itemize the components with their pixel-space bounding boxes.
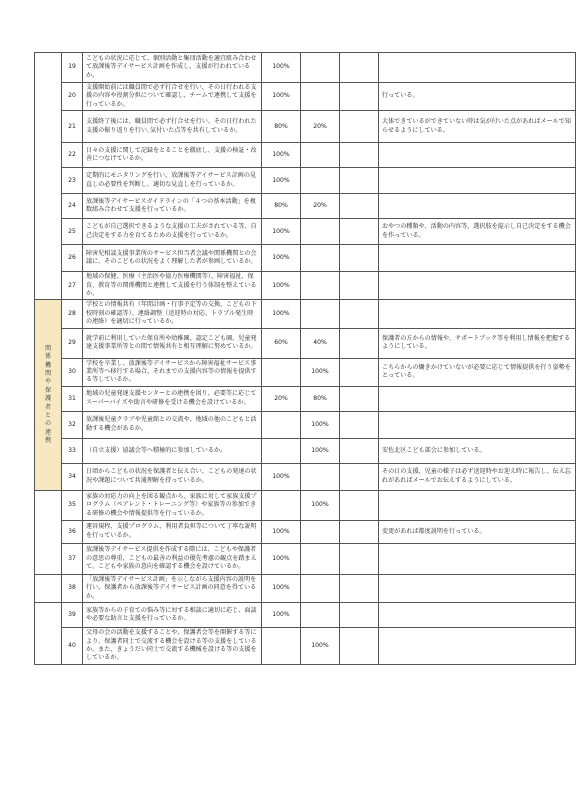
item-description: 学校を卒業し、放課後等デイサービスから障害福祉サービス事業所等へ移行する場合、それまでの支援内容等の情報を提供する等しているか。: [83, 358, 262, 386]
improvement-note: [379, 245, 576, 272]
rating-somewhat: [301, 603, 340, 628]
rating-yes: 100%: [262, 520, 301, 543]
rating-somewhat: [301, 463, 340, 490]
table-row: [35, 300, 576, 328]
improvement-note: [379, 574, 576, 602]
rating-no: [340, 194, 379, 219]
rating-somewhat: [301, 245, 340, 272]
item-description: 地域の保健、医療（主治医や協力医療機関等）、障害福祉、保育、教育等の関係機関と連携して支援を行う体制を整えているか。: [83, 272, 262, 300]
rating-no: [340, 300, 379, 328]
item-description: 支援終了後には、職員間で必ず打合せを行い、その日行われた支援の振り返りを行い､気付いた点等を共有しているか。: [83, 111, 262, 143]
improvement-note: 保護者の方からの情報や、サポートブック等を利用し情報を把握するようにしている。: [379, 328, 576, 358]
rating-yes: [262, 628, 301, 665]
item-description: こどもが自己選択できるような支援の工夫がされている等、自己決定をする力を育てるための支援を行っているか。: [83, 219, 262, 245]
item-number: 37: [62, 543, 83, 574]
rating-yes: [262, 438, 301, 463]
rating-yes: [262, 358, 301, 386]
rating-somewhat: 100%: [301, 628, 340, 665]
section-label: [35, 574, 62, 602]
rating-no: [340, 111, 379, 143]
item-description: 家族等からの子育ての悩み等に対する相談に適切に応じ、面談や必要な助言と支援を行っているか。: [83, 603, 262, 628]
rating-no: [340, 574, 379, 602]
item-description: （自立支援）協議会等へ積極的に参加しているか。: [83, 438, 262, 463]
section-label: [35, 490, 62, 574]
section-label: [35, 53, 62, 300]
rating-somewhat: [301, 300, 340, 328]
table-body: [35, 53, 576, 665]
rating-no: [340, 603, 379, 628]
rating-somewhat: [301, 168, 340, 194]
rating-yes: 100%: [262, 300, 301, 328]
section-label: [35, 603, 62, 665]
rating-yes: 80%: [262, 194, 301, 219]
rating-somewhat: 100%: [301, 490, 340, 520]
item-number: 23: [62, 168, 83, 194]
item-description: 日々の支援に関して記録をとることを徹底し、支援の検証・改善につなげているか。: [83, 143, 262, 168]
table-row: [35, 219, 576, 245]
improvement-note: [379, 272, 576, 300]
rating-no: [340, 53, 379, 83]
improvement-note: こちらからの働きかけていないが必要に応じて情報提供を行う姿勢をとっている。: [379, 358, 576, 386]
item-number: 39: [62, 603, 83, 628]
rating-somewhat: [301, 520, 340, 543]
rating-no: [340, 438, 379, 463]
rating-somewhat: [301, 219, 340, 245]
table-row: [35, 520, 576, 543]
rating-yes: 20%: [262, 386, 301, 411]
table-row: [35, 194, 576, 219]
item-description: 放課後等デイサービス提供を作成する際には、こどもや保護者の意思の尊重、こどもの最善の利益の優先考慮の観点を踏まえて、こどもや家族の意向を確認する機会を設けているか。: [83, 543, 262, 574]
item-number: 22: [62, 143, 83, 168]
rating-somewhat: [301, 543, 340, 574]
improvement-note: [379, 194, 576, 219]
rating-yes: 100%: [262, 53, 301, 83]
table-row: [35, 245, 576, 272]
rating-yes: 100%: [262, 168, 301, 194]
rating-no: [340, 83, 379, 111]
item-description: 地域の児童発達支援センターとの連携を図り、必要等に応じてスーパーバイズや助言や研修を受ける機会を設けているか。: [83, 386, 262, 411]
improvement-note: その日の支援、児童の様子は必ず送迎時やお迎え時に報告し、伝え忘れがあればメールでお伝えするようにしている。: [379, 463, 576, 490]
item-number: 32: [62, 411, 83, 438]
table-row: [35, 411, 576, 438]
improvement-note: 大体できているができていない時は気が付いた点があればメールで知らせるようにしている。: [379, 111, 576, 143]
table-row: [35, 574, 576, 602]
section-label-text: 関 係 機 関 や 保 護 者 と の 連 携: [44, 344, 52, 445]
rating-yes: 100%: [262, 83, 301, 111]
rating-yes: 100%: [262, 219, 301, 245]
improvement-note: 行っている。: [379, 83, 576, 111]
table-row: [35, 53, 576, 83]
rating-somewhat: [301, 83, 340, 111]
rating-no: [340, 168, 379, 194]
improvement-note: 変更があれば都度説明を行っている。: [379, 520, 576, 543]
table-row: [35, 628, 576, 665]
self-evaluation-table: [34, 52, 576, 665]
rating-no: [340, 328, 379, 358]
improvement-note: おやつの種類や、活動の内容等、選択肢を提示し自己決定をする機会を作っている。: [379, 219, 576, 245]
section-label: [35, 300, 62, 490]
rating-no: [340, 411, 379, 438]
item-number: 35: [62, 490, 83, 520]
rating-yes: 100%: [262, 574, 301, 602]
rating-no: [340, 272, 379, 300]
item-description: 支援開始前には職員間で必ず打合せを行い、その日行われる支援の内容や役割分担について確認し、チームで連携して支援を行っているか。: [83, 83, 262, 111]
table-row: [35, 603, 576, 628]
rating-no: [340, 463, 379, 490]
rating-no: [340, 245, 379, 272]
item-description: 日頃からこどもの状況を保護者と伝え合い、こどもの発達の状況や課題について共通理解を持っているか。: [83, 463, 262, 490]
rating-somewhat: 100%: [301, 358, 340, 386]
table-row: [35, 272, 576, 300]
improvement-note: [379, 543, 576, 574]
rating-somewhat: 20%: [301, 111, 340, 143]
rating-somewhat: 100%: [301, 438, 340, 463]
rating-no: [340, 628, 379, 665]
rating-somewhat: 80%: [301, 386, 340, 411]
item-description: 父母の会の活動を支援することや、保護者会等を開催する等により、保護者同士で交流する機会を設ける等の支援をしているか。また、きょうだい同士で交流する機械を設ける等の支援をしているか。: [83, 628, 262, 665]
table-row: [35, 543, 576, 574]
improvement-note: [379, 628, 576, 665]
table-row: [35, 143, 576, 168]
table-row: [35, 490, 576, 520]
item-description: 定期的にモニタリングを行い、放課後等デイサービス計画の見直しの必要性を判断し、適切な見直しを行っているか。: [83, 168, 262, 194]
item-number: 33: [62, 438, 83, 463]
rating-no: [340, 386, 379, 411]
table-row: [35, 386, 576, 411]
item-description: 放課後児童クラブや児童館との交流や、地域の他のこどもと活動する機会があるか。: [83, 411, 262, 438]
rating-yes: [262, 411, 301, 438]
item-number: 19: [62, 53, 83, 83]
item-description: 運営規程、支援プログラム、利用者負担等について丁寧な説明を行っているか。: [83, 520, 262, 543]
item-number: 40: [62, 628, 83, 665]
item-number: 20: [62, 83, 83, 111]
improvement-note: [379, 168, 576, 194]
improvement-note: [379, 53, 576, 83]
rating-no: [340, 490, 379, 520]
table-row: [35, 328, 576, 358]
table-row: [35, 438, 576, 463]
table-row: [35, 111, 576, 143]
item-number: 25: [62, 219, 83, 245]
item-number: 24: [62, 194, 83, 219]
rating-yes: [262, 490, 301, 520]
item-number: 29: [62, 328, 83, 358]
rating-somewhat: 100%: [301, 411, 340, 438]
item-description: 就学前に利用していた保育所や幼稚園、認定こども園、児童発達支援事業所等との間で情報共有と相互理解に努めているか。: [83, 328, 262, 358]
rating-no: [340, 543, 379, 574]
improvement-note: [379, 411, 576, 438]
item-description: 障害児相談支援事業所のサービス担当者会議や関係機関との会議に、そのこどもの状況をよく理解した者が参画しているか。: [83, 245, 262, 272]
item-description: 家族の対応力の向上を図る観点から、家族に対して家族支援プログラム（ペアレント・トレーニング等）や家族等の参加できる研修の機会や情報提供等を行っているか。: [83, 490, 262, 520]
rating-somewhat: 40%: [301, 328, 340, 358]
rating-somewhat: [301, 53, 340, 83]
rating-no: [340, 219, 379, 245]
rating-somewhat: [301, 143, 340, 168]
item-description: こどもの状況に応じて、個別活動と集団活動を適宜組み合わせて放課後等デイサービス計画を作成し、支援が行われているか。: [83, 53, 262, 83]
item-description: 放課後等デイサービスガイドラインの「４つの基本活動」を複数組み合わせて支援を行っているか。: [83, 194, 262, 219]
rating-yes: 100%: [262, 245, 301, 272]
rating-somewhat: 20%: [301, 194, 340, 219]
rating-no: [340, 143, 379, 168]
item-number: 36: [62, 520, 83, 543]
rating-no: [340, 520, 379, 543]
item-number: 31: [62, 386, 83, 411]
item-description: 学校との情報共有（年間計画・行事予定等の交換、こどもの下校時刻の確認等）、連絡調整（送迎時の対応、トラブル発生時の連絡）を適切に行っているか。: [83, 300, 262, 328]
item-description: 「放課後等デイサービス計画」を示しながら支援内容の説明を行い、保護者から放課後等デイサービス計画の同意を得ているか。: [83, 574, 262, 602]
item-number: 21: [62, 111, 83, 143]
improvement-note: [379, 490, 576, 520]
rating-yes: 60%: [262, 328, 301, 358]
rating-yes: 100%: [262, 463, 301, 490]
improvement-note: [379, 300, 576, 328]
rating-somewhat: [301, 272, 340, 300]
item-number: 26: [62, 245, 83, 272]
item-number: 28: [62, 300, 83, 328]
item-number: 34: [62, 463, 83, 490]
item-number: 38: [62, 574, 83, 602]
improvement-note: 安佐北区こども部会に参加している。: [379, 438, 576, 463]
rating-yes: 100%: [262, 272, 301, 300]
improvement-note: [379, 386, 576, 411]
table-row: [35, 83, 576, 111]
item-number: 30: [62, 358, 83, 386]
rating-yes: 80%: [262, 111, 301, 143]
improvement-note: [379, 603, 576, 628]
rating-yes: 100%: [262, 143, 301, 168]
rating-somewhat: [301, 574, 340, 602]
rating-no: [340, 358, 379, 386]
table-row: [35, 168, 576, 194]
rating-yes: 100%: [262, 543, 301, 574]
table-row: [35, 463, 576, 490]
rating-yes: 100%: [262, 603, 301, 628]
item-number: 27: [62, 272, 83, 300]
table-row: [35, 358, 576, 386]
improvement-note: [379, 143, 576, 168]
